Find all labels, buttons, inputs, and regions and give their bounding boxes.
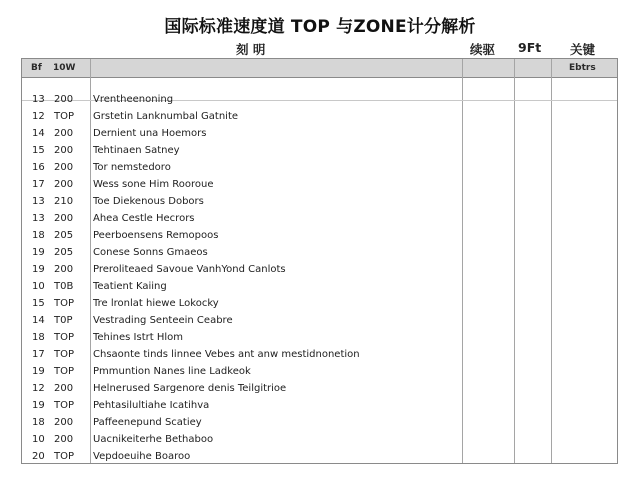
- table-row[interactable]: [22, 210, 617, 227]
- row-grade: 200: [54, 417, 74, 428]
- column-header-row: [0, 40, 640, 58]
- table-row[interactable]: [22, 431, 617, 448]
- table-row[interactable]: [22, 125, 617, 142]
- table-row[interactable]: [22, 91, 617, 108]
- row-description: Paffeenepund Scatiey: [93, 417, 202, 428]
- row-description: Wess sone Him Rooroue: [93, 179, 214, 190]
- table-body: [22, 91, 617, 465]
- row-description: Tor nemstedoro: [93, 162, 171, 173]
- column-grade-label: 10W: [53, 63, 76, 73]
- row-grade: 200: [54, 145, 74, 156]
- row-description: Helnerused Sargenore denis Teilgitrioe: [93, 383, 287, 394]
- table-row[interactable]: [22, 108, 617, 125]
- row-grade: 200: [54, 264, 74, 275]
- row-number: 17: [32, 349, 45, 360]
- row-description: Grstetin Lanknumbal Gatnite: [93, 111, 239, 122]
- row-grade: TOP: [54, 332, 75, 343]
- table-row[interactable]: [22, 278, 617, 295]
- row-number: 19: [32, 366, 45, 377]
- row-grade: 200: [54, 179, 74, 190]
- table-row[interactable]: [22, 244, 617, 261]
- row-grade: 205: [54, 230, 74, 241]
- header-unit: 9Ft: [518, 40, 542, 55]
- row-description: Vepdoeuihe Boaroo: [93, 451, 191, 462]
- row-description: Tehtinaen Satney: [93, 145, 180, 156]
- row-number: 17: [32, 179, 45, 190]
- row-grade: 200: [54, 162, 74, 173]
- row-number: 12: [32, 383, 45, 394]
- row-description: Pmmuntion Nanes line Ladkeok: [93, 366, 251, 377]
- row-description: Uacnikeiterhe Bethaboo: [93, 434, 214, 445]
- row-grade: TOP: [54, 349, 75, 360]
- table-row[interactable]: [22, 142, 617, 159]
- row-grade: T0P: [54, 315, 73, 326]
- row-description: Vrentheenoning: [93, 94, 174, 105]
- row-description: Preroliteaed Savoue VanhYond Canlots: [93, 264, 286, 275]
- header-description: 刻 明: [236, 42, 266, 57]
- header-key: 关键: [570, 42, 596, 57]
- column-extra-label: Ebtrs: [569, 63, 596, 73]
- row-number: 13: [32, 94, 45, 105]
- table-row[interactable]: [22, 414, 617, 431]
- row-number: 18: [32, 417, 45, 428]
- row-number: 20: [32, 451, 45, 462]
- row-number: 13: [32, 213, 45, 224]
- row-number: 10: [32, 434, 45, 445]
- row-grade: TOP: [54, 111, 75, 122]
- row-number: 19: [32, 264, 45, 275]
- row-grade: 205: [54, 247, 74, 258]
- table-row[interactable]: [22, 312, 617, 329]
- row-grade: TOP: [54, 298, 75, 309]
- row-grade: 200: [54, 94, 74, 105]
- row-grade: 210: [54, 196, 74, 207]
- row-number: 13: [32, 196, 45, 207]
- row-grade: T0B: [54, 281, 74, 292]
- table-row[interactable]: [22, 397, 617, 414]
- table-row[interactable]: [22, 176, 617, 193]
- table-row[interactable]: [22, 261, 617, 278]
- row-description: Pehtasilultiahe Icatihva: [93, 400, 210, 411]
- row-grade: 200: [54, 128, 74, 139]
- row-description: Ahea Cestle Hecrors: [93, 213, 195, 224]
- table-row[interactable]: [22, 448, 617, 465]
- table-row[interactable]: [22, 159, 617, 176]
- table-row[interactable]: [22, 329, 617, 346]
- data-table: [21, 58, 618, 464]
- row-description: Peerboensens Remopoos: [93, 230, 219, 241]
- row-description: Tehines Istrt Hlom: [93, 332, 184, 343]
- row-grade: 200: [54, 213, 74, 224]
- row-number: 15: [32, 298, 45, 309]
- row-number: 14: [32, 315, 45, 326]
- row-grade: 200: [54, 383, 74, 394]
- row-number: 19: [32, 400, 45, 411]
- row-description: Teatient Kaiing: [93, 281, 167, 292]
- row-number: 14: [32, 128, 45, 139]
- header-type: 续驱: [470, 42, 496, 57]
- row-number: 18: [32, 230, 45, 241]
- row-description: Dernient una Hoemors: [93, 128, 207, 139]
- row-grade: TOP: [54, 366, 75, 377]
- row-grade: TOP: [54, 451, 75, 462]
- row-number: 15: [32, 145, 45, 156]
- table-header-bar: [22, 59, 617, 78]
- page-title: 国际标准速度道 TOP 与ZONE计分解析: [164, 17, 476, 37]
- row-description: Conese Sonns Gmaeos: [93, 247, 208, 258]
- table-row[interactable]: [22, 295, 617, 312]
- column-num-label: Bf: [31, 63, 42, 73]
- row-description: Tre lronlat hiewe Lokocky: [93, 298, 219, 309]
- table-row[interactable]: [22, 346, 617, 363]
- table-row[interactable]: [22, 227, 617, 244]
- table-row[interactable]: [22, 193, 617, 210]
- row-grade: TOP: [54, 400, 75, 411]
- row-number: 16: [32, 162, 45, 173]
- row-description: Chsaonte tinds linnee Vebes ant anw mestidnonetion: [93, 349, 360, 360]
- row-number: 19: [32, 247, 45, 258]
- row-number: 10: [32, 281, 45, 292]
- row-grade: 200: [54, 434, 74, 445]
- row-number: 12: [32, 111, 45, 122]
- table-row[interactable]: [22, 363, 617, 380]
- row-description: Toe Diekenous Dobors: [93, 196, 204, 207]
- table-row[interactable]: [22, 380, 617, 397]
- row-number: 18: [32, 332, 45, 343]
- row-description: Vestrading Senteein Ceabre: [93, 315, 233, 326]
